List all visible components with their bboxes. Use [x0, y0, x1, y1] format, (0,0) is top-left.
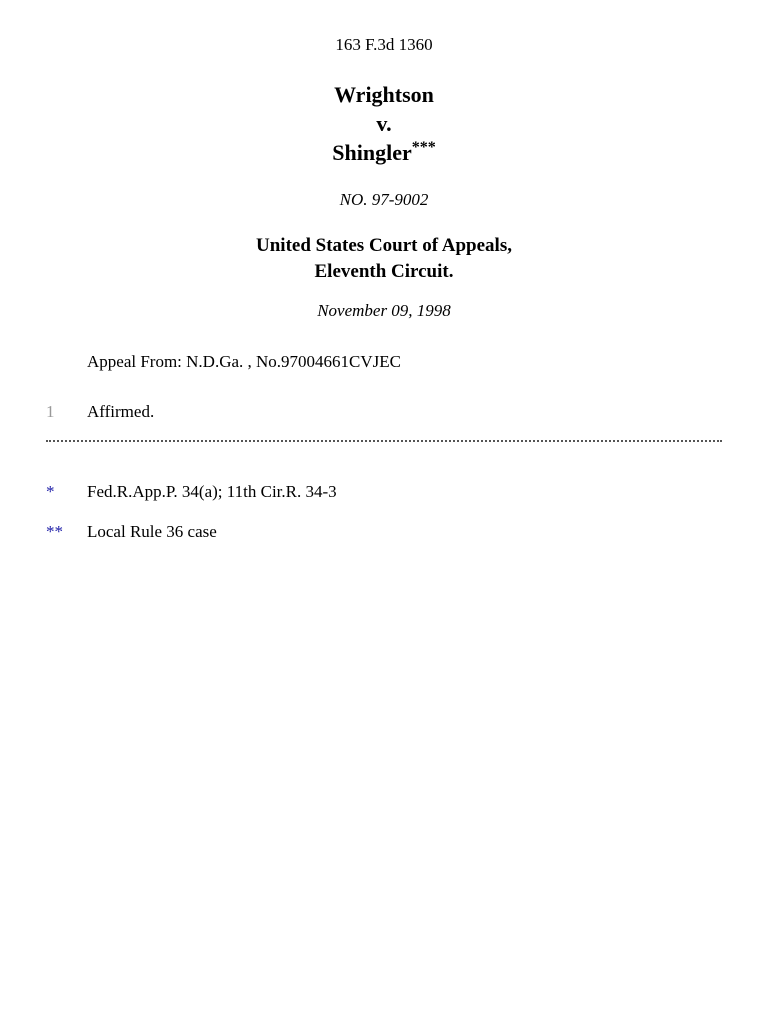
docket-number: NO. 97-9002	[339, 190, 429, 209]
court-name	[0, 233, 768, 285]
footnote-reference-marks[interactable]: ***	[411, 139, 436, 156]
plaintiff-name: Wrightson	[334, 82, 434, 107]
court-name-line-2: Eleventh Circuit.	[314, 261, 454, 282]
footnote-mark-link[interactable]: *	[46, 482, 55, 501]
appeal-from: Appeal From: N.D.Ga. , No.97004661CVJEC	[87, 352, 402, 371]
footnote-mark-link[interactable]: **	[46, 522, 63, 541]
versus-label: v.	[376, 111, 392, 136]
defendant-line	[0, 138, 768, 167]
defendant-name: Shingler	[332, 140, 412, 165]
case-citation: 163 F.3d 1360	[335, 35, 433, 54]
footnote-text: Fed.R.App.P. 34(a); 11th Cir.R. 34-3	[87, 482, 337, 501]
decision-date: November 09, 1998	[317, 301, 451, 320]
footnote-text: Local Rule 36 case	[87, 522, 217, 541]
paragraph-number: 1	[46, 402, 55, 421]
court-name-line-1: United States Court of Appeals,	[256, 235, 512, 256]
case-parties	[0, 80, 768, 167]
footnote-divider	[46, 440, 722, 442]
paragraph-text: Affirmed.	[87, 402, 155, 421]
